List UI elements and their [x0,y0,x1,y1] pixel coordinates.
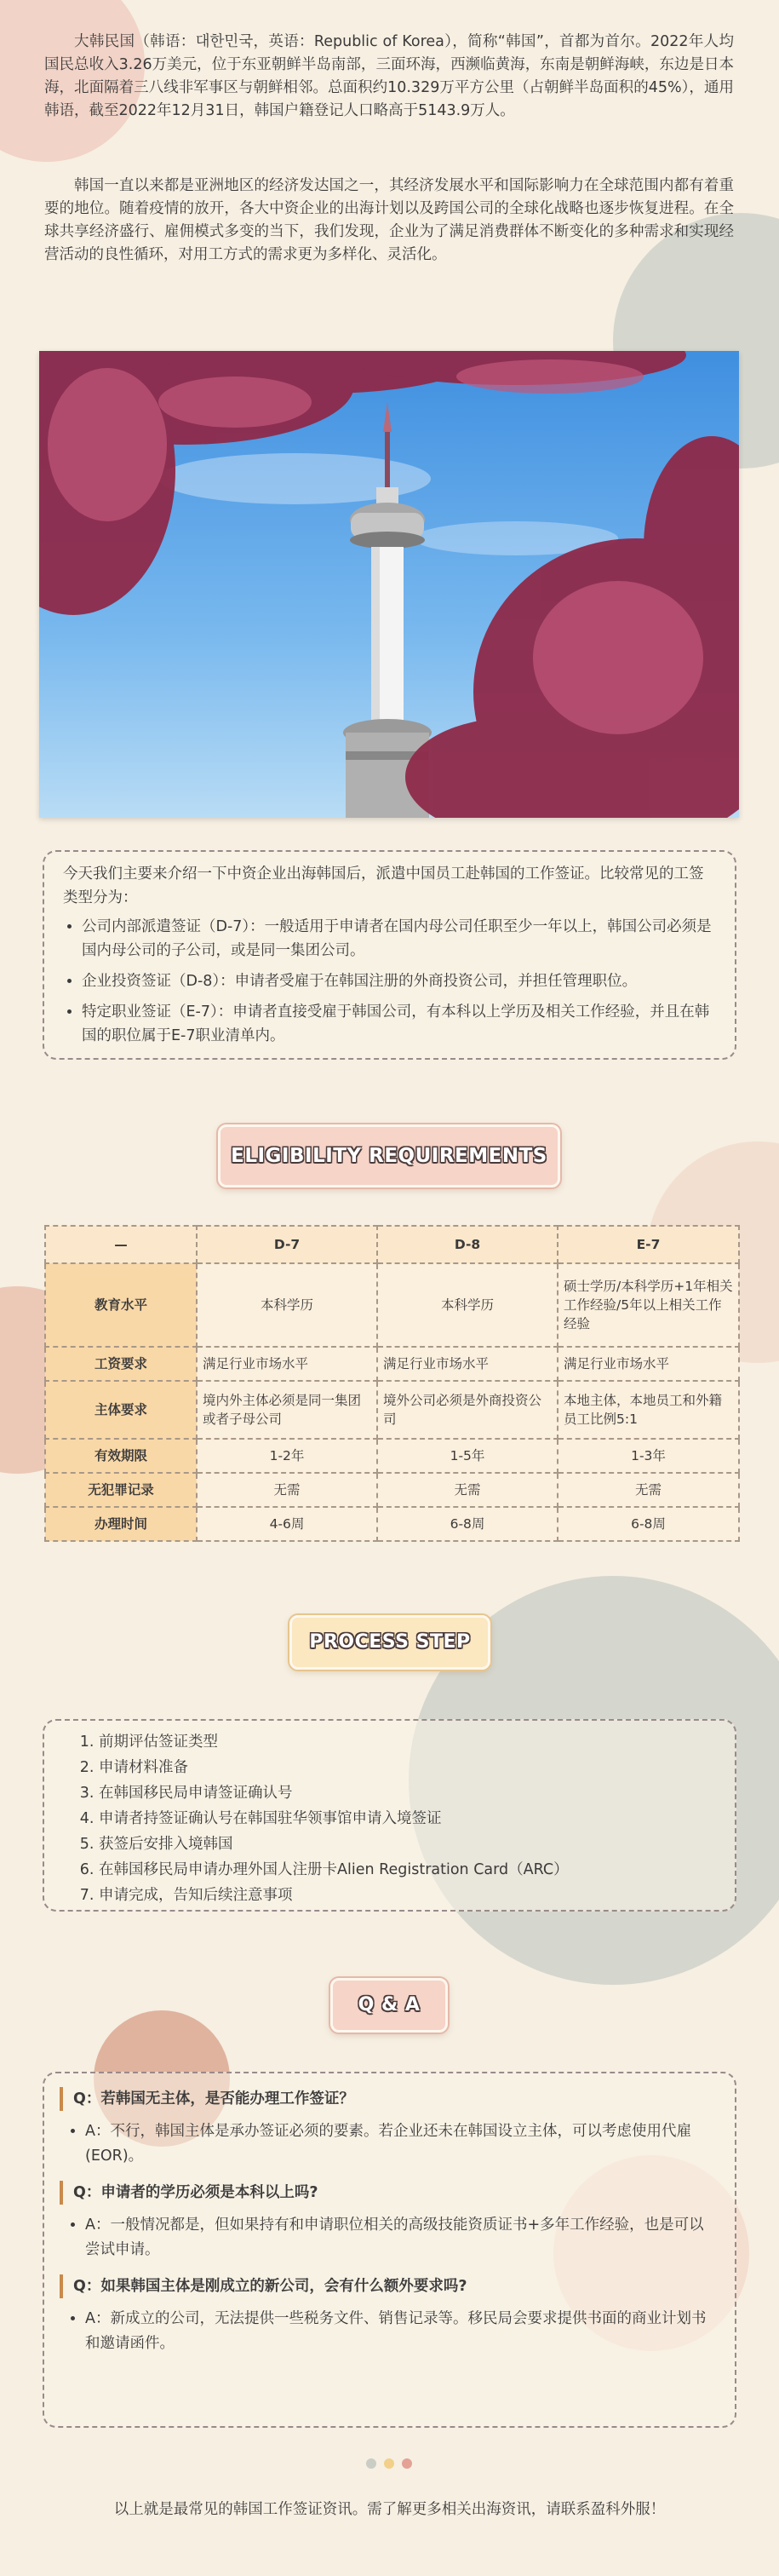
divider-dot [384,2458,394,2469]
qa-question: Q：如果韩国主体是刚成立的新公司，会有什么额外要求吗? [60,2274,716,2298]
process-step: 7. 申请完成，告知后续注意事项 [99,1883,718,1908]
table-row [45,1381,739,1439]
visa-type-item: • 公司内部派遣签证（D-7）：一般适用于申请者在国内母公司任职至少一年以上，韩国公司必须是国内母公司的子公司，或是同一集团公司。 [82,915,718,963]
cell-d7: 1-2年 [197,1439,377,1473]
divider-dot [402,2458,412,2469]
process-heading: PROCESS STEP [289,1615,490,1670]
process-step: 4. 申请者持签证确认号在韩国驻华领事馆申请入境签证 [99,1806,718,1831]
intro-paragraph-1: 大韩民国（韩语：대한민국，英语：Republic of Korea），简称“韩国”，首都为首尔。2022年人均国民总收入3.26万美元，位于东亚朝鲜半岛南部，三面环海，西濒临黄海，东南是朝鲜海峡，东边是日本海，北面隔着三八线非军事区与朝鲜相邻。总面积约10.329万平方公里（占朝鲜半岛面积的45%），通用韩语，截至2022年12月31日，韩国户籍登记人口略高于5143.9万人。 [44,33,734,119]
cell-d8: 6-8周 [377,1507,558,1541]
cell-d7: 本科学历 [197,1263,377,1347]
qa-answer [60,2307,716,2356]
divider-dot [366,2458,376,2469]
row-label: 办理时间 [45,1507,197,1541]
qa-answer-text: • A：新成立的公司，无法提供一些税务文件、销售记录等。移民局会要求提供书面的商业计划书和邀请函件。 [85,2307,716,2356]
table-row [45,1507,739,1541]
qa-answer-text: • A：一般情况都是，但如果持有和申请职位相关的高级技能资质证书+多年工作经验，也是可以尝试申请。 [85,2213,716,2263]
table-header-corner: — [45,1226,197,1263]
process-step: 5. 获签后安排入境韩国 [99,1831,718,1857]
table-row [45,1473,739,1507]
qa-heading: Q & A [330,1978,448,2033]
cell-e7: 6-8周 [558,1507,739,1541]
seoul-tower-photo [39,351,739,818]
cell-e7: 1-3年 [558,1439,739,1473]
process-step: 3. 在韩国移民局申请签证确认号 [99,1780,718,1806]
row-label: 无犯罪记录 [45,1473,197,1507]
row-label: 教育水平 [45,1263,197,1347]
eligibility-table [44,1225,740,1542]
process-step: 1. 前期评估签证类型 [99,1729,718,1755]
visa-intro-box [43,850,736,1060]
cell-d7: 无需 [197,1473,377,1507]
table-header-d8: D-8 [377,1226,558,1263]
cell-e7: 无需 [558,1473,739,1507]
table-row [45,1439,739,1473]
table-row [45,1347,739,1381]
cell-d8: 1-5年 [377,1439,558,1473]
qa-answer [60,2213,716,2263]
row-label: 有效期限 [45,1439,197,1473]
process-step: 2. 申请材料准备 [99,1755,718,1780]
intro-paragraph-2: 韩国一直以来都是亚洲地区的经济发达国之一，其经济发展水平和国际影响力在全球范围内都有着重要的地位。随着疫情的放开，各大中资企业的出海计划以及跨国公司的全球化战略也逐步恢复进程。在全球共享经济盛行、雇佣模式多变的当下，我们发现，企业为了满足消费群体不断变化的多种需求和实现经营活动的良性循环，对用工方式的需求更为多样化、灵活化。 [44,177,734,263]
cell-d7: 境内外主体必须是同一集团或者子母公司 [197,1381,377,1439]
table-row [45,1263,739,1347]
visa-intro-lead: 今天我们主要来介绍一下中资企业出海韩国后，派遣中国员工赴韩国的工作签证。比较常见的工签类型分为： [63,865,704,906]
qa-question: Q：申请者的学历必须是本科以上吗? [60,2181,716,2205]
eligibility-heading: ELIGIBILITY REQUIREMENTS [218,1124,560,1187]
qa-answer-text: • A：不行，韩国主体是承办签证必须的要素。若企业还未在韩国设立主体，可以考虑使用代雇(EOR)。 [85,2119,716,2169]
process-box [43,1719,736,1912]
visa-type-list [63,915,718,1048]
cell-d7: 4-6周 [197,1507,377,1541]
cell-e7: 本地主体，本地员工和外籍员工比例5:1 [558,1381,739,1439]
table-header-row [45,1226,739,1263]
table-header-e7: E-7 [558,1226,739,1263]
cell-d8: 无需 [377,1473,558,1507]
qa-question: Q：若韩国无主体，是否能办理工作签证？ [60,2087,716,2111]
visa-type-item: • 特定职业签证（E-7）：申请者直接受雇于韩国公司，有本科以上学历及相关工作经验，并且在韩国的职位属于E-7职业清单内。 [82,1000,718,1048]
row-label: 工资要求 [45,1347,197,1381]
cell-d8: 满足行业市场水平 [377,1347,558,1381]
cell-d8: 本科学历 [377,1263,558,1347]
footer-text: 以上就是最常见的韩国工作签证资讯。需了解更多相关出海资讯，请联系盈科外服！ [113,2501,666,2518]
cell-d7: 满足行业市场水平 [197,1347,377,1381]
cell-d8: 境外公司必须是外商投资公司 [377,1381,558,1439]
visa-type-item: • 企业投资签证（D-8）：申请者受雇于在韩国注册的外商投资公司，并担任管理职位。 [82,969,718,993]
cell-e7: 满足行业市场水平 [558,1347,739,1381]
qa-box [43,2072,736,2428]
process-step-list [61,1729,718,1908]
process-step: 6. 在韩国移民局申请办理外国人注册卡Alien Registration Card（ARC） [99,1857,718,1883]
row-label: 主体要求 [45,1381,197,1439]
table-header-d7: D-7 [197,1226,377,1263]
cell-e7: 硕士学历/本科学历+1年相关工作经验/5年以上相关工作经验 [558,1263,739,1347]
qa-answer [60,2119,716,2169]
